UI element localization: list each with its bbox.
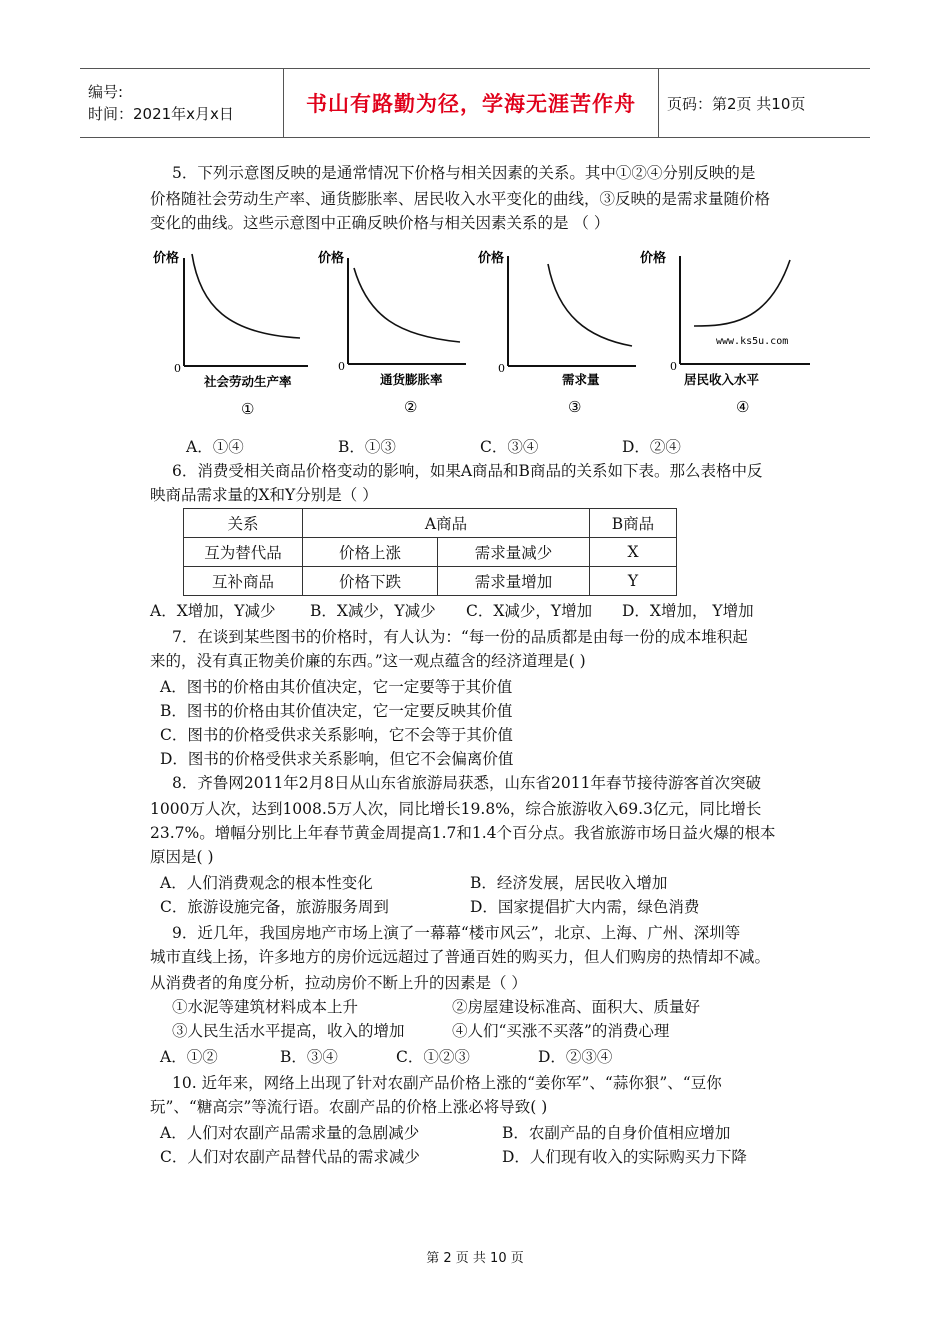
q8-option-b: B．经济发展，居民收入增加 xyxy=(470,874,668,892)
table-row xyxy=(184,567,677,596)
q10-option-a: A．人们对农副产品需求量的急剧减少 xyxy=(160,1124,420,1142)
page-footer: 第 2 页 共 10 页 xyxy=(426,1251,524,1266)
chart-1 xyxy=(153,250,308,418)
q9-option-d: D．②③④ xyxy=(538,1048,613,1066)
chart-1-xlabel: 社会劳动生产率 xyxy=(204,374,292,389)
q5-option-a: A．①④ xyxy=(186,438,244,456)
q6-line2: 映商品需求量的X和Y分别是（ ） xyxy=(150,486,378,504)
table-cell: 价格上涨 xyxy=(303,538,438,567)
q10-option-b: B．农副产品的自身价值相应增加 xyxy=(502,1124,731,1142)
table-cell: 价格下跌 xyxy=(303,567,438,596)
q6-option-a: A．X增加，Y减少 xyxy=(150,602,276,620)
q9-option-b: B．③④ xyxy=(280,1048,338,1066)
q5-line1: 5．下列示意图反映的是通常情况下价格与相关因素的关系。其中①②④分别反映的是 xyxy=(172,164,756,182)
q8-line4: 原因是( ) xyxy=(150,848,214,866)
chart-4-xlabel: 居民收入水平 xyxy=(684,372,760,387)
chart-3 xyxy=(478,250,636,416)
table-cell: Y xyxy=(590,567,677,596)
q5-option-c: C．③④ xyxy=(480,438,539,456)
number-label: 编号: xyxy=(88,83,124,101)
q7-line1: 7．在谈到某些图书的价格时，有人认为：“每一份的品质都是由每一份的成本堆积起 xyxy=(172,628,748,646)
chart-4-origin: 0 xyxy=(670,360,677,373)
q8-option-a: A．人们消费观念的根本性变化 xyxy=(160,874,373,892)
chart-3-number: ③ xyxy=(568,398,582,416)
chart-2-ylabel: 价格 xyxy=(318,251,345,266)
motto: 书山有路勤为径，学海无涯苦作舟 xyxy=(306,92,636,116)
chart-4-number: ④ xyxy=(736,398,750,416)
q9-line2: 城市直线上扬，许多地方的房价远远超过了普通百姓的购买力，但人们购房的热情却不减。 xyxy=(150,948,771,966)
q6-option-d: D．X增加， Y增加 xyxy=(622,602,754,620)
q9-item-2: ②房屋建设标准高、面积大、质量好 xyxy=(452,998,701,1016)
q9-item-1: ①水泥等建筑材料成本上升 xyxy=(172,998,359,1016)
q5-line3: 变化的曲线。这些示意图中正确反映价格与相关因素关系的是 （ ） xyxy=(150,214,610,232)
q9-option-c: C．①②③ xyxy=(396,1048,470,1066)
chart-2-origin: 0 xyxy=(338,360,345,373)
q7-option-d: D．图书的价格受供求关系影响，但它不会偏离价值 xyxy=(160,750,514,768)
table-cell: 互补商品 xyxy=(184,567,303,596)
table-header: B商品 xyxy=(590,509,677,538)
chart-4-curve xyxy=(694,260,790,326)
chart-3-origin: 0 xyxy=(498,362,505,375)
chart-1-number: ① xyxy=(241,400,255,418)
chart-4 xyxy=(640,250,810,416)
q7-line2: 来的，没有真正物美价廉的东西。”这一观点蕴含的经济道理是( ) xyxy=(150,652,586,670)
chart-4-ylabel: 价格 xyxy=(640,251,667,266)
table-cell: 互为替代品 xyxy=(184,538,303,567)
table-header: 关系 xyxy=(184,509,303,538)
q9-line3: 从消费者的角度分析，拉动房价不断上升的因素是（ ） xyxy=(150,974,527,992)
q6-option-b: B．X减少，Y减少 xyxy=(310,602,436,620)
q8-line2: 1000万人次，达到1008.5万人次，同比增长19.8%，综合旅游收入69.3亿元，同比增长 xyxy=(150,800,762,818)
q8-line1: 8．齐鲁网2011年2月8日从山东省旅游局获悉，山东省2011年春节接待游客首次突破 xyxy=(172,774,761,792)
page-label: 页码：第2页 共10页 xyxy=(667,94,806,113)
q9-line1: 9．近几年，我国房地产市场上演了一幕幕“楼市风云”，北京、上海、广州、深圳等 xyxy=(172,924,741,942)
q5-line2: 价格随社会劳动生产率、通货膨胀率、居民收入水平变化的曲线，③反映的是需求量随价格 xyxy=(150,190,771,208)
q7-option-a: A．图书的价格由其价值决定，它一定要等于其价值 xyxy=(160,678,513,696)
table-row xyxy=(184,538,677,567)
header-page-cell xyxy=(659,69,870,137)
table-cell: X xyxy=(590,538,677,567)
q6-option-c: C．X减少，Y增加 xyxy=(466,602,593,620)
chart-2-curve xyxy=(354,268,460,342)
chart-2-xlabel: 通货膨胀率 xyxy=(380,372,443,387)
q5-option-b: B．①③ xyxy=(338,438,396,456)
q10-option-c: C．人们对农副产品替代品的需求减少 xyxy=(160,1148,420,1166)
q9-item-4: ④人们“买涨不买落”的消费心理 xyxy=(452,1022,670,1040)
header-meta xyxy=(80,69,284,137)
q6-line1: 6．消费受相关商品价格变动的影响，如果A商品和B商品的关系如下表。那么表格中反 xyxy=(172,462,763,480)
q8-option-c: C．旅游设施完备，旅游服务周到 xyxy=(160,898,389,916)
q9-option-a: A．①② xyxy=(160,1048,218,1066)
table-cell: 需求量增加 xyxy=(438,567,590,596)
chart-3-curve xyxy=(548,264,632,346)
q10-option-d: D．人们现有收入的实际购买力下降 xyxy=(502,1148,747,1166)
chart-3-ylabel: 价格 xyxy=(478,251,505,266)
page-header xyxy=(80,68,870,138)
q10-line2: 玩”、“糖高宗”等流行语。农副产品的价格上涨必将导致( ) xyxy=(150,1098,548,1116)
chart-2 xyxy=(318,250,466,416)
q5-charts xyxy=(148,246,828,436)
watermark: www.ks5u.com xyxy=(716,336,789,347)
table-header-row xyxy=(184,509,677,538)
q8-line3: 23.7%。增幅分别比上年春节黄金周提高1.7和1.4个百分点。我省旅游市场日益火爆的根本 xyxy=(150,824,776,842)
chart-3-xlabel: 需求量 xyxy=(562,372,600,387)
q7-option-c: C．图书的价格受供求关系影响，它不会等于其价值 xyxy=(160,726,513,744)
relation-table xyxy=(183,508,677,596)
q10-line1: 10. 近年来，网络上出现了针对农副产品价格上涨的“姜你军”、“蒜你狠”、“豆你 xyxy=(172,1074,722,1092)
q5-option-d: D．②④ xyxy=(622,438,681,456)
chart-1-curve xyxy=(192,254,300,338)
q7-option-b: B．图书的价格由其价值决定，它一定要反映其价值 xyxy=(160,702,513,720)
q8-option-d: D．国家提倡扩大内需，绿色消费 xyxy=(470,898,700,916)
time-label: 时间：2021年x月x日 xyxy=(88,105,234,123)
header-motto-cell xyxy=(284,69,659,137)
q9-item-3: ③人民生活水平提高，收入的增加 xyxy=(172,1022,405,1040)
table-cell: 需求量减少 xyxy=(438,538,590,567)
chart-1-origin: 0 xyxy=(174,362,181,375)
chart-1-ylabel: 价格 xyxy=(153,251,180,266)
table-header: A商品 xyxy=(303,509,590,538)
chart-2-number: ② xyxy=(404,398,418,416)
